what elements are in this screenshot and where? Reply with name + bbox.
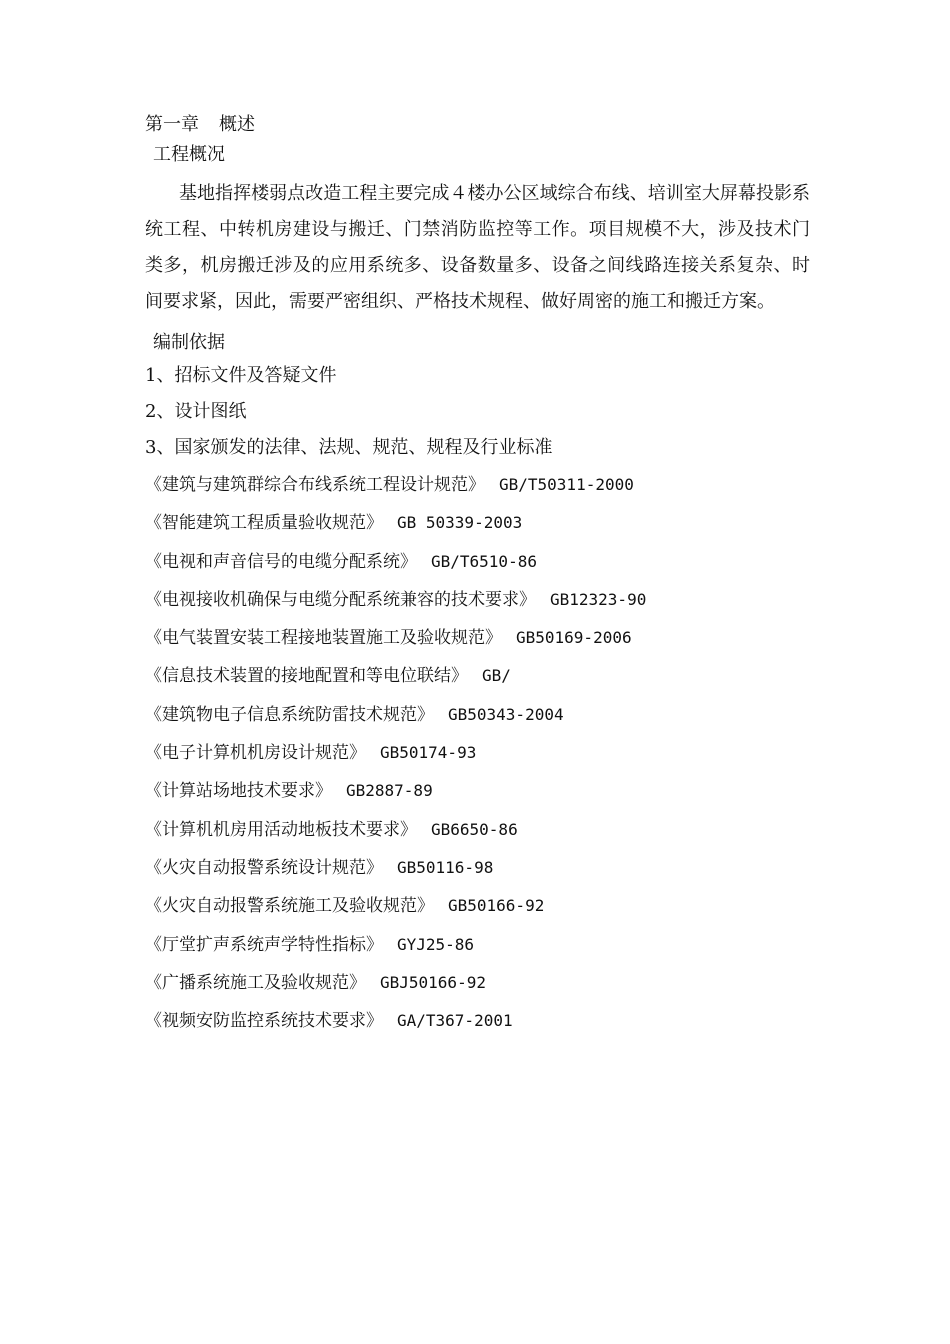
standard-name: 《计算机机房用活动地板技术要求》 — [145, 819, 417, 840]
standard-code: GB50169-2006 — [516, 628, 632, 648]
standard-item — [145, 619, 810, 657]
standard-item — [145, 1002, 810, 1040]
standard-name: 《建筑物电子信息系统防雷技术规范》 — [145, 704, 434, 725]
standard-item — [145, 811, 810, 849]
standards-list — [145, 466, 810, 1040]
section-title-overview: 工程概况 — [153, 144, 225, 165]
standard-item — [145, 543, 810, 581]
standard-name: 《广播系统施工及验收规范》 — [145, 972, 366, 993]
standard-code: GB50116-98 — [397, 857, 494, 877]
standard-name: 《电气装置安装工程接地装置施工及验收规范》 — [145, 628, 502, 649]
standard-code: GB50166-92 — [448, 896, 545, 916]
standard-name: 《电视和声音信号的电缆分配系统》 — [145, 551, 417, 572]
standard-code: GYJ25-86 — [397, 934, 475, 954]
section-title-basis: 编制依据 — [153, 332, 225, 353]
standard-item — [145, 696, 810, 734]
standard-name: 《计算站场地技术要求》 — [145, 781, 332, 802]
standard-item — [145, 504, 810, 542]
standard-name: 《智能建筑工程质量验收规范》 — [145, 513, 383, 534]
standard-code: GB50174-93 — [380, 743, 477, 763]
list-item: 2、设计图纸 — [145, 401, 247, 422]
standard-code: GBJ50166-92 — [380, 972, 486, 992]
standard-code: GB6650-86 — [431, 819, 518, 839]
standard-code: GB 50339-2003 — [397, 513, 523, 533]
standard-item — [145, 466, 810, 504]
standard-name: 《电子计算机机房设计规范》 — [145, 743, 366, 764]
standard-code: GB/T50311-2000 — [499, 475, 634, 494]
standard-name: 《电视接收机确保与电缆分配系统兼容的技术要求》 — [145, 589, 536, 610]
chapter-title: 概述 — [219, 114, 255, 135]
standard-name: 《火灾自动报警系统设计规范》 — [145, 857, 383, 878]
spacer — [145, 320, 810, 328]
standard-name: 《建筑与建筑群综合布线系统工程设计规范》 — [145, 475, 485, 495]
standard-code: GB50343-2004 — [448, 704, 564, 724]
standard-item — [145, 581, 810, 619]
standard-name: 《火灾自动报警系统施工及验收规范》 — [145, 896, 434, 917]
standard-code: GA/T367-2001 — [397, 1011, 513, 1031]
standard-name: 《信息技术装置的接地配置和等电位联结》 — [145, 666, 468, 687]
standard-item — [145, 772, 810, 810]
standard-item — [145, 964, 810, 1002]
overview-paragraph: 基地指挥楼弱点改造工程主要完成４楼办公区域综合布线、培训室大屏幕投影系统工程、中转机房建设与搬迁、门禁消防监控等工作。项目规模不大，涉及技术门类多，机房搬迁涉及的应用系统多、设备数量多、设备之间线路连接关系复杂、时间要求紧，因此，需要严密组织、严格技术规程、做好周密的施工和搬迁方案。 — [145, 183, 810, 312]
basis-list — [145, 358, 810, 466]
list-item: 3、国家颁发的法律、法规、规范、规程及行业标准 — [145, 437, 553, 458]
standard-name: 《厅堂扩声系统声学特性指标》 — [145, 934, 383, 955]
chapter-heading — [145, 110, 810, 140]
standard-code: GB12323-90 — [550, 589, 647, 609]
standard-name: 《视频安防监控系统技术要求》 — [145, 1011, 383, 1032]
standard-item — [145, 734, 810, 772]
document-body — [145, 110, 810, 1040]
standard-item — [145, 926, 810, 964]
list-item: 1、招标文件及答疑文件 — [145, 365, 337, 386]
standard-item — [145, 849, 810, 887]
standard-code: GB2887-89 — [346, 781, 433, 801]
standard-item — [145, 887, 810, 925]
standard-code: GB/T6510-86 — [431, 551, 537, 571]
standard-item — [145, 657, 810, 695]
chapter-number: 第一章 — [145, 114, 199, 135]
standard-code: GB/ — [482, 666, 511, 686]
